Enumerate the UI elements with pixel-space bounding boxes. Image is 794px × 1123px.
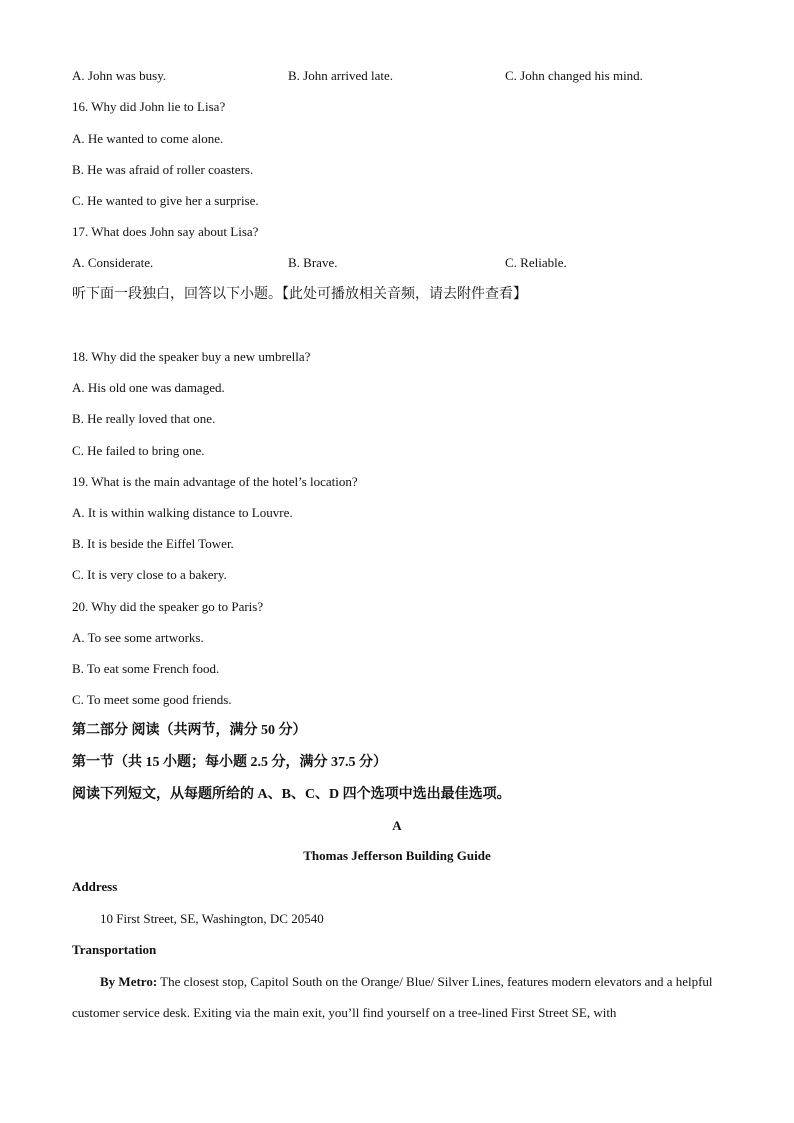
q17-stem: 17. What does John say about Lisa? [72,224,259,239]
q16-option-a: A. He wanted to come alone. [72,131,224,146]
q17-option-a: A. Considerate. [72,255,154,270]
q16-stem: 16. Why did John lie to Lisa? [72,99,226,114]
address-heading: Address [72,879,118,894]
monologue-instruction: 听下面一段独白，回答以下小题。【此处可播放相关音频，请去附件查看】 [72,287,527,302]
transportation-heading: Transportation [72,942,157,957]
q19-stem: 19. What is the main advantage of the hotel’s location? [72,474,358,489]
q20-option-a: A. To see some artworks. [72,630,204,645]
q18-option-b: B. He really loved that one. [72,411,216,426]
q17-option-c: C. Reliable. [505,255,567,270]
q19-option-a: A. It is within walking distance to Louvre. [72,505,293,520]
address-text: 10 First Street, SE, Washington, DC 20540 [100,911,324,926]
q17-option-b: B. Brave. [288,255,338,270]
q18-option-c: C. He failed to bring one. [72,443,205,458]
section1-title: 第一节（共 15 小题；每小题 2.5 分，满分 37.5 分） [72,755,387,770]
q15-option-c: C. John changed his mind. [505,68,643,83]
metro-paragraph [72,966,722,1028]
q15-option-a: A. John was busy. [72,68,167,83]
part2-title: 第二部分 阅读（共两节，满分 50 分） [72,723,307,738]
q19-option-c: C. It is very close to a bakery. [72,567,227,582]
q18-option-a: A. His old one was damaged. [72,380,225,395]
passage-title: Thomas Jefferson Building Guide [303,848,491,863]
q20-stem: 20. Why did the speaker go to Paris? [72,599,264,614]
q20-option-b: B. To eat some French food. [72,661,220,676]
q15-option-b: B. John arrived late. [288,68,394,83]
reading-instruction: 阅读下列短文，从每题所给的 A、B、C、D 四个选项中选出最佳选项。 [72,787,511,802]
q19-option-b: B. It is beside the Eiffel Tower. [72,536,234,551]
metro-text: The closest stop, Capitol South on the Orange/ Blue/ Silver Lines, features modern elevators and a helpful customer service desk. Exiting via the main exit, you’ll find yourself on a tree-lined First Street SE, with [72,974,713,1020]
q20-option-c: C. To meet some good friends. [72,692,232,707]
q18-stem: 18. Why did the speaker buy a new umbrella? [72,349,311,364]
passage-letter: A [392,818,402,833]
metro-lead: By Metro: [100,974,158,989]
q16-option-b: B. He was afraid of roller coasters. [72,162,254,177]
q16-option-c: C. He wanted to give her a surprise. [72,193,259,208]
